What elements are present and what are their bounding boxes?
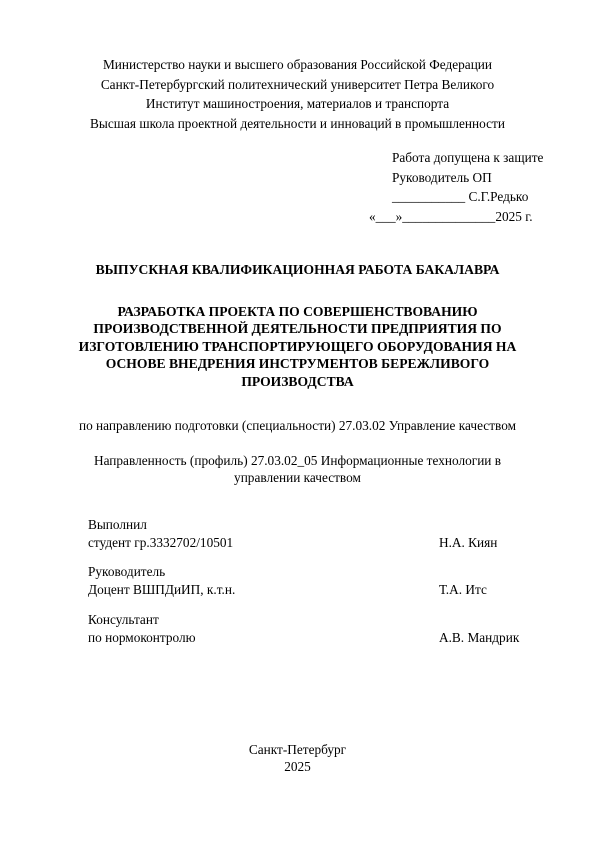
work-title: [0, 303, 595, 390]
performer-role: Выполнил: [88, 517, 147, 532]
consultant-row: [88, 630, 538, 648]
study-profile-line: Направленность (профиль) 27.03.02_05 Информационные технологии в: [93, 453, 502, 468]
performer-row: [88, 535, 538, 553]
study-profile: [0, 452, 595, 487]
footer-year: 2025: [284, 759, 311, 774]
university-name: Санкт-Петербургский политехнический университет Петра Великого: [100, 76, 495, 92]
institute-name: Институт машиностроения, материалов и транспорта: [145, 96, 450, 112]
consultant-role: Консультант: [88, 612, 159, 627]
approval-head-title: Руководитель ОП: [392, 169, 492, 185]
organization-header: [0, 57, 595, 135]
consultant-position: по нормоконтролю: [88, 630, 196, 645]
footer-city: Санкт-Петербург: [248, 742, 347, 757]
supervisor-row: [88, 582, 538, 600]
performer-signature-block: [88, 517, 538, 553]
page-footer: [0, 742, 595, 776]
ministry-name: Министерство науки и высшего образования Российской Федерации: [102, 57, 493, 72]
study-profile-line: управлении качеством: [234, 470, 361, 486]
supervisor-signature-block: [88, 564, 538, 600]
supervisor-role: Руководитель: [88, 564, 166, 579]
school-name: Высшая школа проектной деятельности и инноваций в промышленности: [90, 115, 505, 131]
supervisor-name: Т.А. Итс: [439, 582, 487, 597]
work-title-line: ПРОИЗВОДСТВЕННОЙ ДЕЯТЕЛЬНОСТИ ПРЕДПРИЯТИЯ ПО: [93, 321, 502, 337]
approval-block: [369, 150, 569, 228]
work-title-line: РАЗРАБОТКА ПРОЕКТА ПО СОВЕРШЕНСТВОВАНИЮ: [117, 304, 478, 319]
approval-status: Работа допущена к защите: [392, 150, 544, 165]
consultant-signature-block: [88, 612, 538, 648]
performer-position: студент гр.3332702/10501: [88, 535, 234, 550]
consultant-name: А.В. Мандрик: [439, 630, 520, 645]
work-title-line: ПРОИЗВОДСТВА: [241, 373, 354, 389]
performer-name: Н.А. Киян: [439, 535, 498, 550]
approval-signature-line: ___________ С.Г.Редько: [392, 189, 529, 205]
approval-date-line: «___»______________2025 г.: [369, 208, 533, 224]
supervisor-position: Доцент ВШПДиИП, к.т.н.: [88, 582, 236, 597]
work-type-heading: ВЫПУСКНАЯ КВАЛИФИКАЦИОННАЯ РАБОТА БАКАЛАВРА: [95, 262, 500, 277]
study-direction: по направлению подготовки (специальности) 27.03.02 Управление качеством: [78, 418, 517, 433]
work-title-line: ОСНОВЕ ВНЕДРЕНИЯ ИНСТРУМЕНТОВ БЕРЕЖЛИВОГО: [105, 356, 490, 372]
work-title-line: ИЗГОТОВЛЕНИЮ ТРАНСПОРТИРУЮЩЕГО ОБОРУДОВАНИЯ НА: [78, 338, 517, 354]
